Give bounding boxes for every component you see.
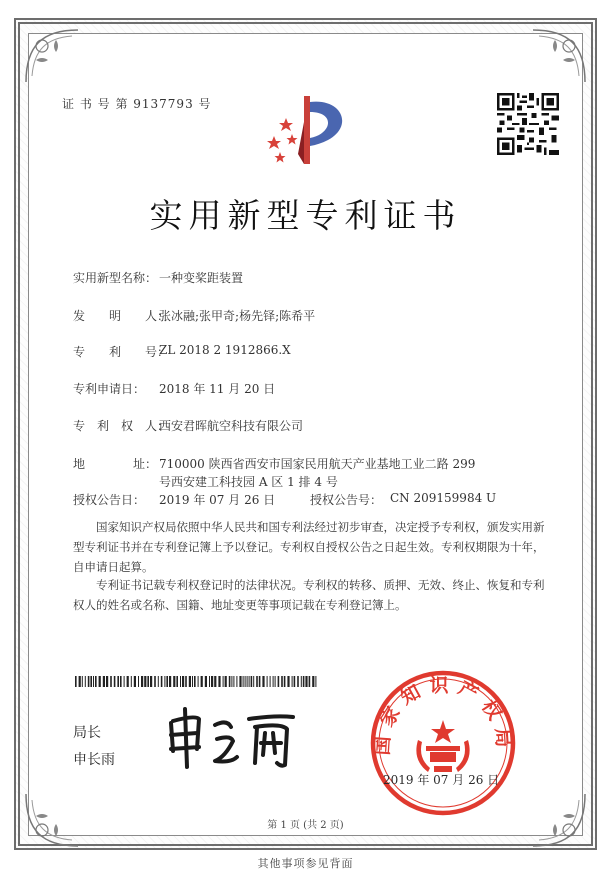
barcode-bar: [144, 676, 146, 687]
barcode-bar: [106, 676, 108, 687]
barcode-bar: [150, 676, 152, 687]
field-value: 一种变桨距装置: [159, 271, 244, 285]
field-value: 2018 年 11 月 20 日: [159, 382, 276, 396]
utility-model-name-row: [73, 269, 244, 286]
patent-office-logo-icon: [262, 92, 357, 172]
page-number: 第 1 页 (共 2 页): [267, 820, 344, 831]
grant-date-row: [73, 491, 276, 508]
barcode-bar: [245, 676, 246, 687]
barcode-bar: [169, 676, 171, 687]
barcode-bar: [205, 676, 207, 687]
barcode-bar: [270, 676, 271, 687]
barcode-bar: [90, 676, 92, 687]
barcode-bar: [99, 676, 101, 687]
barcode-bar: [262, 676, 264, 687]
barcode-bar: [231, 676, 232, 687]
field-label: 授权公告日：: [73, 493, 146, 507]
barcode-bar: [114, 676, 116, 687]
barcode-bar: [312, 676, 314, 687]
barcode-bar: [180, 676, 181, 687]
barcode-bar: [103, 676, 105, 687]
barcode-bar: [164, 676, 165, 687]
barcode-bar: [315, 676, 316, 687]
barcode-bar: [110, 676, 112, 687]
barcode-bar: [305, 676, 307, 687]
barcode-bar: [211, 676, 213, 687]
legal-status-statement: 专利证书记载专利权登记时的法律状况。专利权的转移、质押、无效、终止、恢复和专利权人的姓名或名称、国籍、地址变更等事项记载在专利登记簿上。: [73, 578, 545, 612]
signatory-title: 局长: [73, 725, 101, 741]
seal-date: 2019 年 07 月 26 日: [383, 773, 500, 787]
barcode-bar: [201, 676, 203, 687]
signatory-name: 申长雨: [73, 752, 115, 768]
seal-text: 国家知识产权局: [371, 674, 515, 756]
barcode-bar: [176, 676, 178, 687]
address-line-2: 号西安建工科技园 A 区 1 排 4 号: [159, 475, 338, 489]
barcode-bar: [85, 676, 86, 687]
field-value: CN 209159984 U: [390, 491, 497, 505]
barcode-bar: [256, 676, 258, 687]
barcode-bar: [147, 676, 149, 687]
barcode-bar: [287, 676, 289, 687]
qr-code-icon: [497, 93, 559, 155]
handwritten-signature-icon: [165, 705, 300, 771]
barcode-bar: [120, 676, 122, 687]
barcode-bar: [198, 676, 199, 687]
barcode-bar: [223, 676, 224, 687]
barcode-bar: [127, 676, 129, 687]
barcode-bar: [309, 676, 311, 687]
barcode-bar: [249, 676, 250, 687]
barcode-bar: [194, 676, 196, 687]
barcode-bar: [93, 676, 94, 687]
svg-text:国家知识产权局: [371, 674, 514, 756]
barcode-bar: [229, 676, 231, 687]
field-label: 专 利 号：: [73, 345, 170, 359]
field-label: 地 址：: [73, 457, 158, 471]
barcode-bar: [185, 676, 187, 687]
official-seal-icon: [368, 668, 518, 818]
barcode-bar: [225, 676, 227, 687]
barcode-bar: [218, 676, 220, 687]
barcode-bar: [239, 676, 241, 687]
barcode-bar: [82, 676, 83, 687]
certificate-title: 实用新型专利证书: [149, 196, 462, 235]
barcode-bar: [243, 676, 244, 687]
barcode-bar: [251, 676, 253, 687]
barcode-bar: [182, 676, 184, 687]
barcode-bar: [259, 676, 261, 687]
barcode-bar: [278, 676, 280, 687]
patentee-row: [73, 417, 304, 434]
application-date-row: [73, 380, 276, 397]
barcode-bar: [161, 676, 163, 687]
field-label: 授权公告号：: [310, 493, 383, 507]
field-label: 专 利 权 人：: [73, 419, 170, 433]
barcode-bar: [292, 676, 293, 687]
barcode-bar: [88, 676, 90, 687]
barcode-bar: [303, 676, 305, 687]
barcode-bar: [158, 676, 159, 687]
barcode-icon: [75, 676, 320, 687]
field-value: 张冰融;张甲奇;杨先铎;陈希平: [159, 309, 316, 323]
barcode-bar: [209, 676, 210, 687]
barcode-bar: [124, 676, 125, 687]
barcode-bar: [301, 676, 302, 687]
corner-ornament-icon: [22, 26, 82, 86]
barcode-bar: [236, 676, 237, 687]
barcode-bar: [154, 676, 156, 687]
barcode-bar: [141, 676, 143, 687]
barcode-bar: [294, 676, 296, 687]
barcode-bar: [192, 676, 193, 687]
barcode-bar: [281, 676, 283, 687]
address-row: [73, 455, 476, 489]
barcode-bar: [247, 676, 248, 687]
barcode-bar: [117, 676, 119, 687]
grant-number-row: [310, 491, 497, 508]
footer-note: 其他事项参见背面: [257, 857, 354, 870]
barcode-bar: [214, 676, 216, 687]
barcode-bar: [267, 676, 268, 687]
inventors-row: [73, 307, 316, 324]
barcode-bar: [275, 676, 276, 687]
patent-number-row: [73, 343, 291, 360]
barcode-bar: [297, 676, 299, 687]
barcode-bar: [95, 676, 97, 687]
barcode-bar: [189, 676, 191, 687]
field-value: ZL 2018 2 1912866.X: [159, 343, 291, 357]
field-value: 2019 年 07 月 26 日: [159, 493, 276, 507]
barcode-bar: [138, 676, 139, 687]
corner-ornament-icon: [529, 26, 589, 86]
barcode-bar: [284, 676, 286, 687]
barcode-bar: [75, 676, 77, 687]
barcode-bar: [166, 676, 168, 687]
barcode-bar: [134, 676, 136, 687]
field-label: 专利申请日：: [73, 382, 146, 396]
barcode-bar: [173, 676, 175, 687]
address-line-1: 710000 陕西省西安市国家民用航天产业基地工业二路 299: [159, 457, 476, 471]
field-value: 西安君晖航空科技有限公司: [159, 419, 304, 433]
certificate-number: 证 书 号 第 9137793 号: [62, 97, 212, 111]
barcode-bar: [131, 676, 132, 687]
field-label: 实用新型名称：: [73, 271, 158, 285]
barcode-bar: [253, 676, 254, 687]
barcode-bar: [79, 676, 81, 687]
barcode-bar: [273, 676, 274, 687]
field-label: 发 明 人：: [73, 309, 170, 323]
barcode-bar: [233, 676, 234, 687]
grant-statement: 国家知识产权局依照中华人民共和国专利法经过初步审查，决定授予专利权，颁发实用新型专利证书并在专利登记簿上予以登记。专利权自授权公告之日起生效。专利权期限为十年，自申请日起算。: [73, 520, 545, 574]
